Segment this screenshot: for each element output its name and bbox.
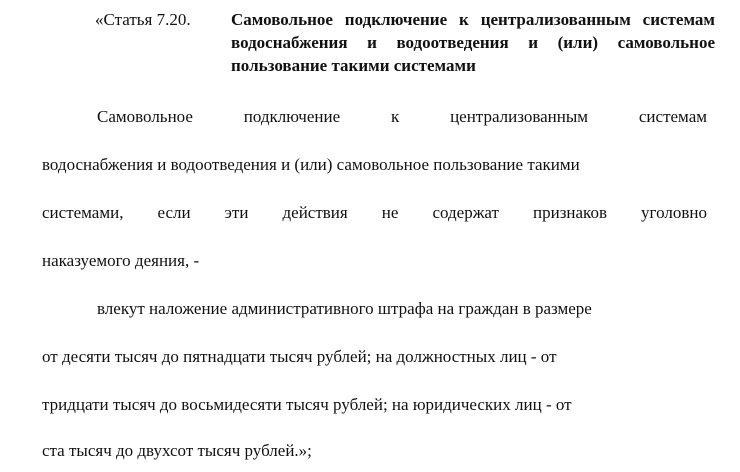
word: признаков xyxy=(533,203,607,222)
paragraph-2-line-3: тридцати тысяч до восьмидесяти тысяч рублей; на юридических лиц - от xyxy=(42,395,572,414)
paragraph-1-line-4: наказуемого деяния, - xyxy=(42,251,200,270)
word: Самовольное xyxy=(97,107,193,126)
word: подключение xyxy=(243,107,341,126)
paragraph-2-line-4: ста тысяч до двухсот тысяч рублей.»; xyxy=(42,441,312,460)
article-number: «Статья 7.20. xyxy=(95,10,191,29)
word: уголовно xyxy=(641,203,707,222)
word: системам xyxy=(638,107,707,126)
word: действия xyxy=(282,203,348,222)
article-heading xyxy=(95,8,725,84)
word: системами, xyxy=(42,203,124,222)
word: эти xyxy=(224,203,249,222)
paragraph-2-line-1: влекут наложение административного штрафа на граждан в размере xyxy=(97,299,592,318)
paragraph-1-line-1 xyxy=(97,106,707,128)
word: содержат xyxy=(432,203,499,222)
word: не xyxy=(381,203,399,222)
paragraph-1-line-2: водоснабжения и водоотведения и (или) самовольное пользование такими xyxy=(42,155,580,174)
word: централизованным xyxy=(450,107,589,126)
paragraph-1-line-3 xyxy=(42,202,707,224)
article-title: Самовольное подключение к централизованным системам водоснабжения и водоотведения и (или) самовольное пользование такими системами xyxy=(231,10,715,75)
word: к xyxy=(390,107,400,126)
paragraph-2-line-2: от десяти тысяч до пятнадцати тысяч рублей; на должностных лиц - от xyxy=(42,347,557,366)
word: если xyxy=(157,203,191,222)
